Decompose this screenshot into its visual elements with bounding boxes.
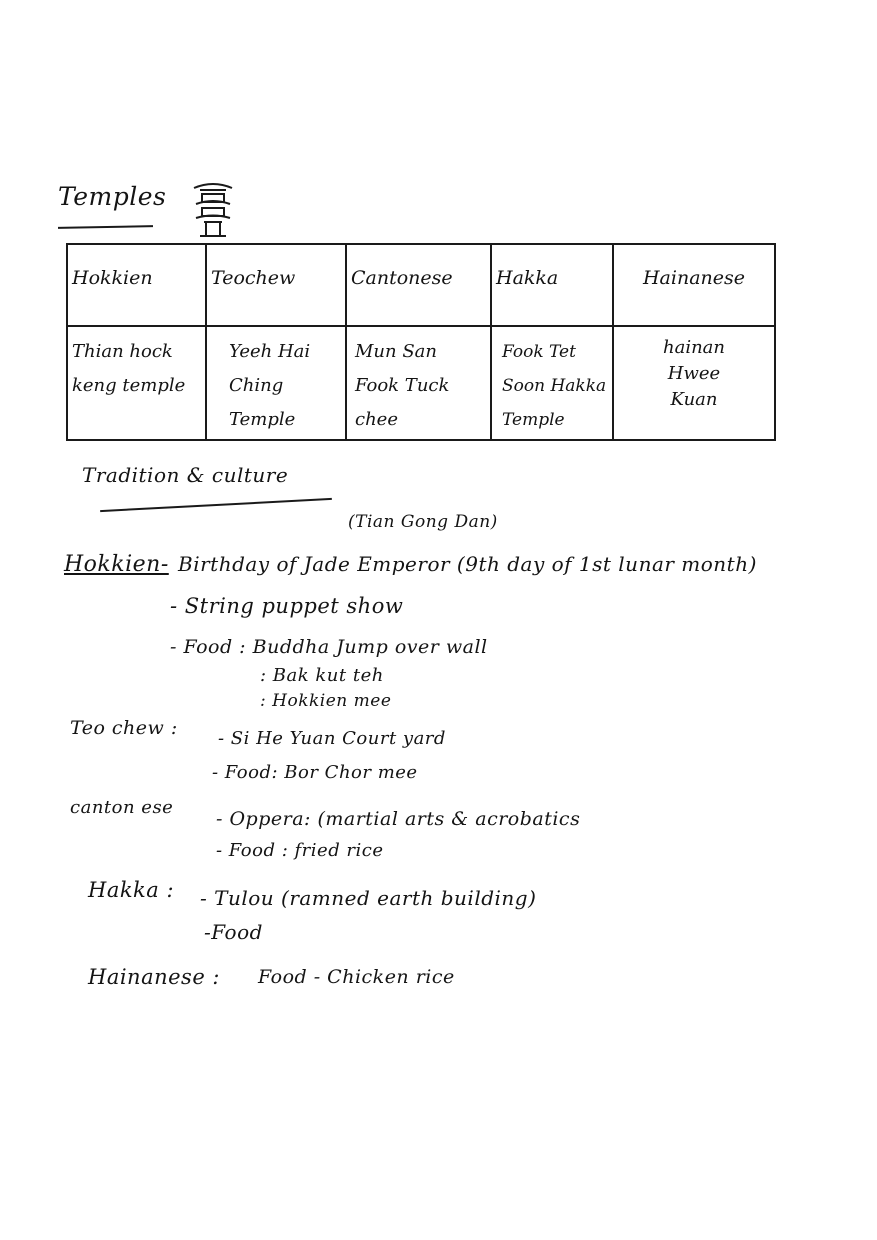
header-hokkien: Hokkien <box>67 244 206 326</box>
hainanese-label: Hainanese : <box>88 965 221 989</box>
hokkien-item: - String puppet show <box>170 594 404 618</box>
cell-hainanese-temple: hainan Hwee Kuan <box>613 326 775 440</box>
teochew-label: Teo chew : <box>70 717 178 739</box>
hokkien-label: Hokkien- <box>64 552 169 577</box>
teochew-item: - Food: Bor Chor mee <box>212 762 418 783</box>
table-row <box>67 326 775 440</box>
cell-hokkien-temple: Thian hock keng temple <box>67 326 206 440</box>
header-cantonese: Cantonese <box>346 244 491 326</box>
tradition-heading: Tradition & culture <box>82 463 289 487</box>
cantonese-item: - Food : fried rice <box>216 840 384 861</box>
hakka-label: Hakka : <box>88 878 175 902</box>
table-header-row <box>67 244 775 326</box>
cantonese-label: canton ese <box>70 797 174 818</box>
pagoda-icon <box>190 180 236 238</box>
tian-gong-dan-note: (Tian Gong Dan) <box>348 512 498 532</box>
header-hainanese: Hainanese <box>613 244 775 326</box>
teochew-item: - Si He Yuan Court yard <box>218 728 446 749</box>
header-hakka: Hakka <box>491 244 613 326</box>
cell-hakka-temple: Fook Tet Soon Hakka Temple <box>491 326 613 440</box>
hokkien-main-festival: Birthday of Jade Emperor (9th day of 1st lunar month) <box>178 552 757 576</box>
hainanese-item: Food - Chicken rice <box>258 966 455 988</box>
hokkien-item: : Hokkien mee <box>260 691 392 711</box>
cell-cantonese-temple: Mun San Fook Tuck chee <box>346 326 491 440</box>
hokkien-item: : Bak kut teh <box>260 665 384 686</box>
temples-heading-underline <box>58 225 153 229</box>
cell-teochew-temple: Yeeh Hai Ching Temple <box>206 326 346 440</box>
hokkien-item: - Food : Buddha Jump over wall <box>170 636 488 658</box>
hakka-item: - Tulou (ramned earth building) <box>200 886 537 910</box>
tradition-heading-underline <box>100 498 332 512</box>
header-teochew: Teochew <box>206 244 346 326</box>
cantonese-item: - Oppera: (martial arts & acrobatics <box>216 808 581 830</box>
hakka-item: -Food <box>204 920 263 944</box>
temples-heading: Temples <box>58 182 167 211</box>
temples-table <box>66 243 776 441</box>
